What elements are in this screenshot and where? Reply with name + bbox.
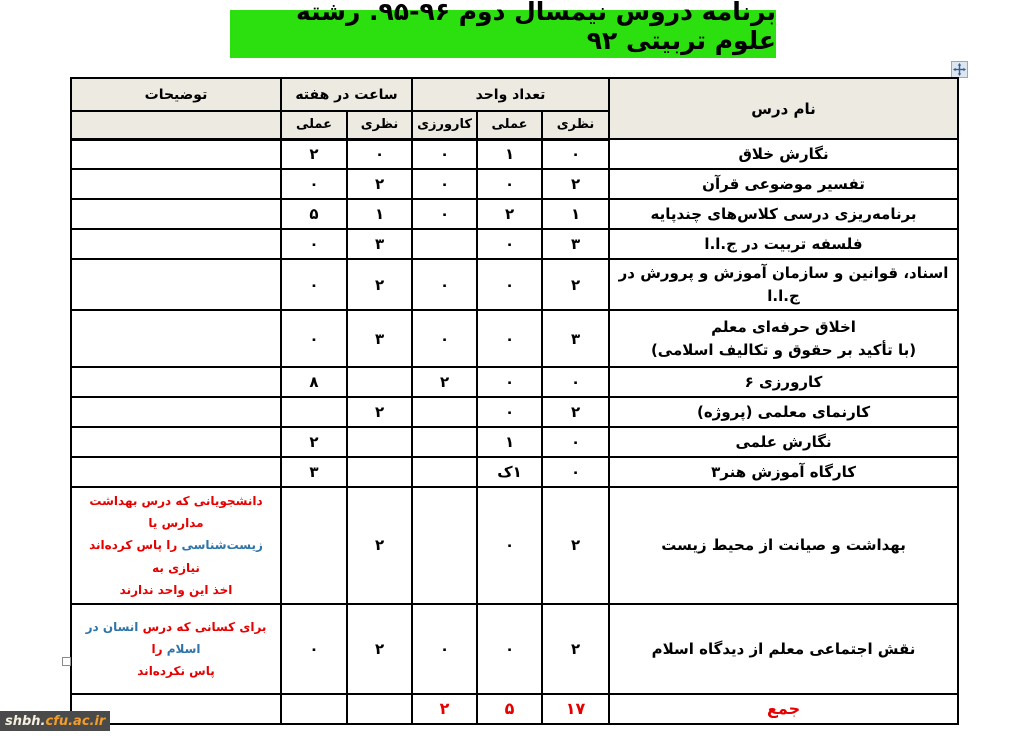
units-internship-cell [412, 229, 477, 259]
course-name-cell: فلسفه تربیت در ج.ا.ا [609, 229, 958, 259]
units-practical-cell: ۰ [477, 310, 542, 367]
hours-practical-cell: ۰ [281, 604, 347, 694]
units-theoretical-cell: ۰ [542, 367, 609, 397]
note-text-segment: انسان در اسلام [85, 619, 201, 656]
course-row [71, 367, 958, 397]
note-cell [71, 427, 281, 457]
units-theoretical-cell: ۲ [542, 169, 609, 199]
units-practical-cell: ۱ [477, 427, 542, 457]
units-theoretical-cell: ۰ [542, 139, 609, 169]
course-name-cell: کارورزی ۶ [609, 367, 958, 397]
units-internship-cell: ۰ [412, 310, 477, 367]
note-text-segment: زیست‌شناسی [181, 538, 263, 553]
hours-practical-cell: ۸ [281, 367, 347, 397]
note-cell [71, 199, 281, 229]
hours-theoretical-cell: ۲ [347, 169, 412, 199]
units-theoretical-cell: ۱ [542, 199, 609, 229]
note-cell [71, 397, 281, 427]
note-cell [71, 367, 281, 397]
note-cell [71, 604, 281, 694]
units-internship-cell: ۰ [412, 604, 477, 694]
header-hours-theoretical: نظری [347, 111, 412, 139]
hours-practical-cell: ۵ [281, 199, 347, 229]
hours-theoretical-cell [347, 457, 412, 487]
units-internship-cell [412, 397, 477, 427]
hours-practical-cell [281, 397, 347, 427]
course-row [71, 397, 958, 427]
header-group-row [71, 78, 958, 111]
watermark-prefix: shbh. [5, 713, 46, 729]
total-label-cell: جمع [609, 694, 958, 724]
note-cell [71, 169, 281, 199]
hours-theoretical-cell: ۲ [347, 604, 412, 694]
units-internship-cell: ۰ [412, 259, 477, 310]
units-practical-cell: ۰ [477, 229, 542, 259]
hours-practical-cell: ۲ [281, 139, 347, 169]
header-units-group: تعداد واحد [412, 78, 609, 111]
note-cell [71, 139, 281, 169]
hours-practical-cell: ۰ [281, 229, 347, 259]
course-row [71, 139, 958, 169]
units-theoretical-cell: ۲ [542, 604, 609, 694]
note-text-segment: اخذ این واحد ندارند [119, 582, 233, 597]
course-row [71, 487, 958, 604]
header-course-name: نام درس [609, 78, 958, 139]
units-theoretical-cell: ۲ [542, 487, 609, 604]
course-name-cell: نقش اجتماعی معلم از دیدگاه اسلام [609, 604, 958, 694]
course-name-cell: بهداشت و صیانت از محیط زیست [609, 487, 958, 604]
watermark-domain: cfu.ac.ir [45, 713, 106, 729]
course-name-cell: اخلاق حرفه‌ای معلم (با تأکید بر حقوق و تکالیف اسلامی) [609, 310, 958, 367]
table-resize-handle-icon[interactable] [62, 657, 71, 666]
move-cross-icon [953, 63, 966, 76]
hours-practical-cell [281, 694, 347, 724]
hours-theoretical-cell: ۲ [347, 397, 412, 427]
course-row [71, 604, 958, 694]
header-units-internship: کارورزی [412, 111, 477, 139]
hours-practical-cell [281, 487, 347, 604]
hours-theoretical-cell: ۰ [347, 139, 412, 169]
note-text-segment: برای کسانی که درس [138, 619, 267, 634]
course-row [71, 169, 958, 199]
units-internship-cell: ۲ [412, 367, 477, 397]
units-practical-cell: ۰ [477, 397, 542, 427]
units-practical-cell: ۵ [477, 694, 542, 724]
header-notes-sub-empty [71, 111, 281, 139]
course-name-cell: تفسیر موضوعی قرآن [609, 169, 958, 199]
hours-practical-cell: ۰ [281, 259, 347, 310]
units-practical-cell: ۰ [477, 487, 542, 604]
units-practical-cell: ۱ [477, 139, 542, 169]
course-row [71, 457, 958, 487]
note-cell [71, 487, 281, 604]
course-row [71, 259, 958, 310]
course-row [71, 310, 958, 367]
units-practical-cell: ۱ک [477, 457, 542, 487]
header-units-practical: عملی [477, 111, 542, 139]
hours-theoretical-cell: ۳ [347, 229, 412, 259]
hours-theoretical-cell [347, 427, 412, 457]
page-title: برنامه دروس نیمسال دوم ۹۶-۹۵. رشته علوم تربیتی ۹۲ [230, 10, 776, 58]
table-move-handle-icon[interactable] [951, 61, 968, 78]
note-text-segment: را [151, 641, 167, 656]
table-body [71, 139, 958, 724]
note-cell [71, 229, 281, 259]
units-internship-cell: ۲ [412, 694, 477, 724]
hours-practical-cell: ۰ [281, 169, 347, 199]
units-theoretical-cell: ۳ [542, 310, 609, 367]
note-text-segment: دانشجویانی که درس بهداشت مدارس یا [89, 494, 263, 531]
hours-practical-cell: ۳ [281, 457, 347, 487]
header-notes: توضیحات [71, 78, 281, 111]
note-text-segment: را پاس کرده‌اند نیازی به [89, 538, 200, 575]
course-name-cell: کارنمای معلمی (پروژه) [609, 397, 958, 427]
hours-theoretical-cell [347, 367, 412, 397]
hours-theoretical-cell: ۱ [347, 199, 412, 229]
units-theoretical-cell: ۲ [542, 259, 609, 310]
note-cell [71, 259, 281, 310]
course-name-cell: کارگاه آموزش هنر۳ [609, 457, 958, 487]
note-cell [71, 310, 281, 367]
units-theoretical-cell: ۰ [542, 427, 609, 457]
units-internship-cell [412, 487, 477, 604]
total-row [71, 694, 958, 724]
note-cell [71, 457, 281, 487]
units-practical-cell: ۰ [477, 367, 542, 397]
units-internship-cell [412, 427, 477, 457]
units-internship-cell: ۰ [412, 169, 477, 199]
units-theoretical-cell: ۱۷ [542, 694, 609, 724]
units-internship-cell: ۰ [412, 139, 477, 169]
hours-theoretical-cell: ۲ [347, 259, 412, 310]
units-practical-cell: ۰ [477, 259, 542, 310]
hours-practical-cell: ۰ [281, 310, 347, 367]
course-row [71, 229, 958, 259]
header-hours-practical: عملی [281, 111, 347, 139]
units-practical-cell: ۰ [477, 169, 542, 199]
units-practical-cell: ۲ [477, 199, 542, 229]
course-name-cell: نگارش خلاق [609, 139, 958, 169]
hours-theoretical-cell: ۲ [347, 487, 412, 604]
hours-theoretical-cell: ۳ [347, 310, 412, 367]
hours-theoretical-cell [347, 694, 412, 724]
header-hours-group: ساعت در هفته [281, 78, 412, 111]
course-name-cell: اسناد، قوانین و سازمان آموزش و پرورش در ج.ا.ا [609, 259, 958, 310]
units-theoretical-cell: ۲ [542, 397, 609, 427]
course-row [71, 427, 958, 457]
header-units-theoretical: نظری [542, 111, 609, 139]
course-row [71, 199, 958, 229]
units-practical-cell: ۰ [477, 604, 542, 694]
hours-practical-cell: ۲ [281, 427, 347, 457]
watermark [0, 711, 110, 731]
units-theoretical-cell: ۰ [542, 457, 609, 487]
note-text-segment: پاس نکرده‌اند [137, 664, 215, 679]
course-name-cell: برنامه‌ریزی درسی کلاس‌های چندپایه [609, 199, 958, 229]
units-internship-cell [412, 457, 477, 487]
units-theoretical-cell: ۳ [542, 229, 609, 259]
course-name-cell: نگارش علمی [609, 427, 958, 457]
units-internship-cell: ۰ [412, 199, 477, 229]
course-schedule-table [70, 77, 959, 725]
